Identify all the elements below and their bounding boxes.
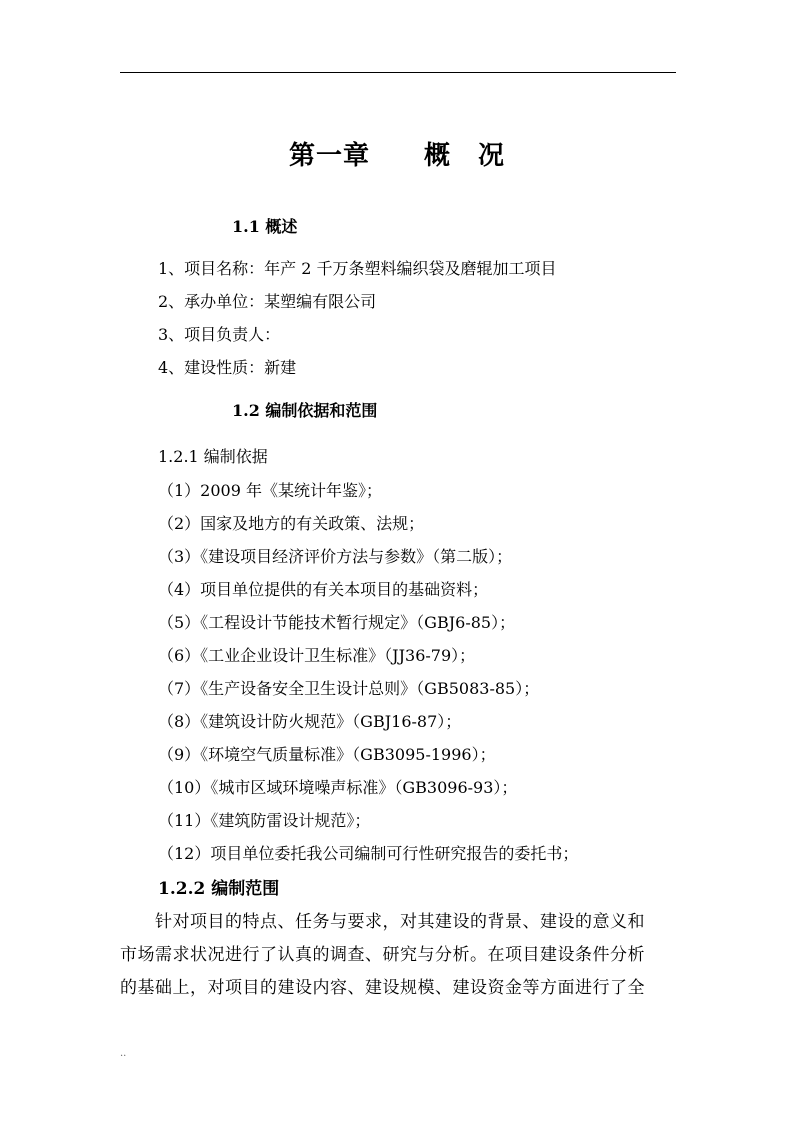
project-item-name: 1、项目名称：年产 2 千万条塑料编织袋及磨辊加工项目 [158, 259, 557, 278]
basis-item: （12）项目单位委托我公司编制可行性研究报告的委托书； [158, 844, 579, 863]
basis-item: （8）《建筑设计防火规范》（GBJ16-87）； [158, 712, 462, 731]
project-item-organizer: 2、承办单位：某塑编有限公司 [158, 292, 377, 311]
section-heading-1-1: 1.1 概述 [232, 217, 298, 236]
basis-item: （1）2009 年《某统计年鉴》； [158, 481, 382, 500]
scope-paragraph-line: 市场需求状况进行了认真的调查、研究与分析。在项目建设条件分析 [120, 945, 645, 965]
subsection-heading-1-2-1: 1.2.1 编制依据 [158, 447, 268, 466]
basis-item: （7）《生产设备安全卫生设计总则》（GB5083-85）； [158, 679, 540, 698]
footer-mark: .. [120, 1048, 127, 1059]
basis-item: （2）国家及地方的有关政策、法规； [158, 514, 425, 533]
basis-item: （4）项目单位提供的有关本项目的基础资料； [158, 580, 489, 599]
project-item-manager: 3、项目负责人： [158, 325, 281, 344]
section-heading-1-2: 1.2 编制依据和范围 [232, 401, 378, 420]
subsection-heading-1-2-2: 1.2.2 编制范围 [158, 879, 280, 899]
basis-item: （10）《城市区域环境噪声标准》（GB3096-93）； [158, 778, 518, 797]
basis-item: （3）《建设项目经济评价方法与参数》（第二版）； [158, 547, 513, 566]
basis-item: （9）《环境空气质量标准》（GB3095-1996）； [158, 745, 496, 764]
chapter-title: 第一章 概 况 [288, 141, 505, 171]
basis-item: （11）《建筑防雷设计规范》； [158, 811, 371, 830]
basis-item: （5）《工程设计节能技术暂行规定》（GBJ6-85）； [158, 613, 516, 632]
basis-item: （6）《工业企业设计卫生标准》（JJ36-79）； [158, 646, 476, 665]
scope-paragraph-line: 的基础上，对项目的建设内容、建设规模、建设资金等方面进行了全 [120, 978, 645, 998]
project-item-nature: 4、建设性质：新建 [158, 358, 297, 377]
header-rule [120, 72, 676, 73]
scope-paragraph-line: 针对项目的特点、任务与要求，对其建设的背景、建设的意义和 [120, 912, 645, 932]
